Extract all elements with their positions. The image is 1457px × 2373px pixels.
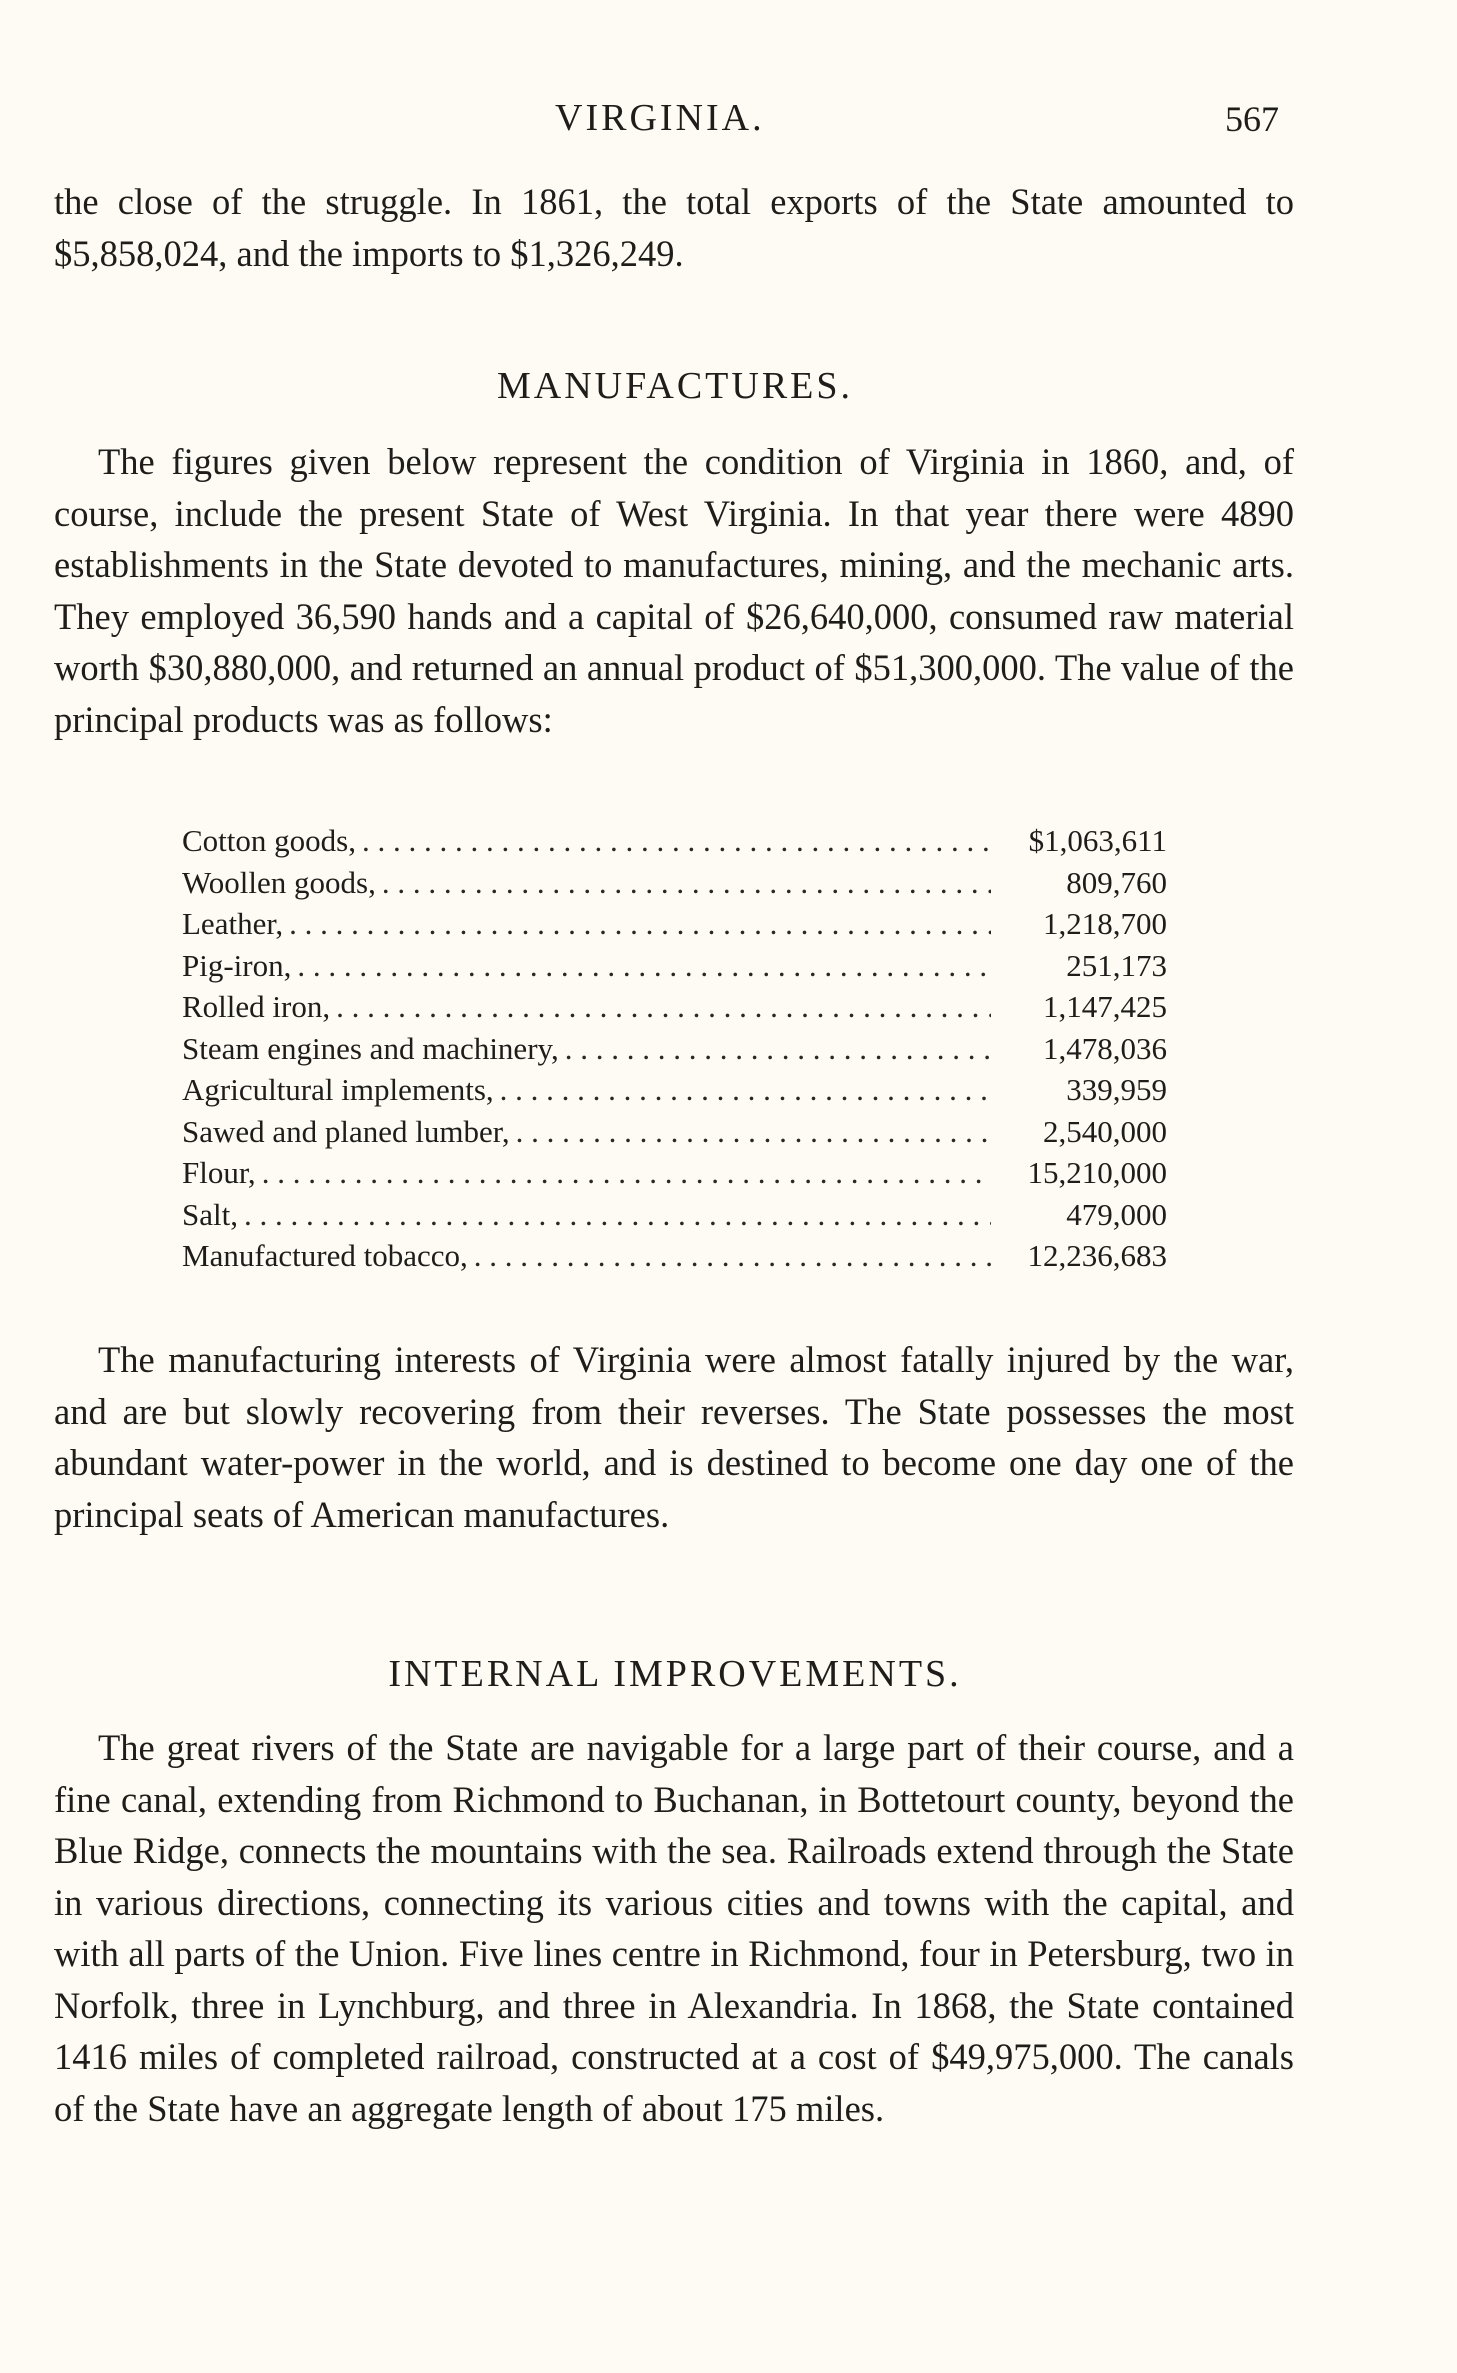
product-value: 12,236,683 (1027, 1238, 1167, 1273)
product-row (182, 1028, 1167, 1070)
running-head (0, 96, 1457, 146)
product-name: Salt, (182, 1196, 238, 1232)
product-name: Pig-iron, (182, 947, 292, 983)
product-value: 809,760 (1066, 864, 1167, 900)
product-row (182, 1235, 1167, 1277)
product-row (182, 1152, 1167, 1194)
product-value: 339,959 (1066, 1072, 1167, 1107)
page-number: 567 (1225, 99, 1279, 139)
dot-leader (244, 1194, 991, 1236)
product-name: Cotton goods, (182, 823, 356, 858)
product-value: 1,478,036 (1043, 1030, 1167, 1066)
product-value: 1,218,700 (1043, 906, 1167, 941)
dot-leader (516, 1111, 991, 1153)
dot-leader (565, 1028, 991, 1070)
product-name: Steam engines and machinery, (182, 1030, 559, 1066)
internal-improvements-text: The great rivers of the State are navigable for a large part of their course, and a fine canal, extending from Richmond to Buchanan, in Bottetourt county, beyond the Blue Ridge, connects the mountains with the sea. Railroads extend through the State in various directions, connecting its various cities and towns with the capital, and with all parts of the Union. Five lines centre in Richmond, four in Petersburg, two in Norfolk, three in Lynchburg, and three in Alexandria. In 1868, the State contained 1416 miles of completed railroad, constructed at a cost of $49,975,000. The canals of the State have an aggregate length of about 175 miles. (54, 1727, 1294, 2129)
product-value: 479,000 (1066, 1196, 1167, 1232)
product-name: Agricultural implements, (182, 1072, 494, 1107)
section-heading-internal-improvements: INTERNAL IMPROVEMENTS. (388, 1653, 962, 1695)
dot-leader (262, 1152, 991, 1194)
section-heading-manufactures: MANUFACTURES. (496, 365, 854, 407)
product-row (182, 862, 1167, 904)
dot-leader (474, 1235, 991, 1277)
product-name: Rolled iron, (182, 989, 331, 1024)
product-row (182, 820, 1167, 862)
product-value: 2,540,000 (1043, 1113, 1167, 1149)
product-name: Flour, (182, 1155, 256, 1190)
manufactures-paragraph (54, 436, 1294, 745)
product-value: 251,173 (1066, 947, 1167, 983)
manufactures-paragraph-text: The figures given below represent the condition of Virginia in 1860, and, of course, include the present State of West Virginia. In that year there were 4890 establishments in the State devoted to manufactures, mining, and the mechanic arts. They employed 36,590 hands and a capital of $26,640,000, consumed raw material worth $30,880,000, and returned an annual product of $51,300,000. The value of the principal products was as follows: (54, 441, 1294, 740)
dot-leader (289, 903, 991, 945)
product-name: Woollen goods, (182, 864, 376, 900)
dot-leader (500, 1069, 991, 1111)
product-value: 1,147,425 (1043, 989, 1167, 1024)
manufactures-closing-text: The manufacturing interests of Virginia were almost fatally injured by the war, and are but slowly recovering from their reverses. The State possesses the most abundant water-power in the world, and is destined to become one day one of the principal seats of American manufactures. (54, 1339, 1294, 1535)
dot-leader (297, 945, 991, 987)
dot-leader (362, 820, 991, 862)
product-name: Sawed and planed lumber, (182, 1113, 510, 1149)
product-row (182, 986, 1167, 1028)
product-row (182, 903, 1167, 945)
product-value: $1,063,611 (1028, 823, 1167, 858)
internal-improvements-paragraph (54, 1722, 1294, 2134)
product-row (182, 945, 1167, 987)
manufactures-closing-paragraph (54, 1334, 1294, 1540)
product-row (182, 1069, 1167, 1111)
intro-paragraph: the close of the struggle. In 1861, the total exports of the State amounted to $5,858,024, and the imports to $1,326,249. (54, 181, 1294, 274)
product-name: Leather, (182, 906, 284, 941)
product-name: Manufactured tobacco, (182, 1238, 468, 1273)
products-list (182, 820, 1167, 1277)
product-row (182, 1194, 1167, 1236)
product-row (182, 1111, 1167, 1153)
dot-leader (382, 862, 991, 904)
dot-leader (336, 986, 991, 1028)
running-title: VIRGINIA. (555, 97, 765, 139)
product-value: 15,210,000 (1027, 1155, 1167, 1190)
